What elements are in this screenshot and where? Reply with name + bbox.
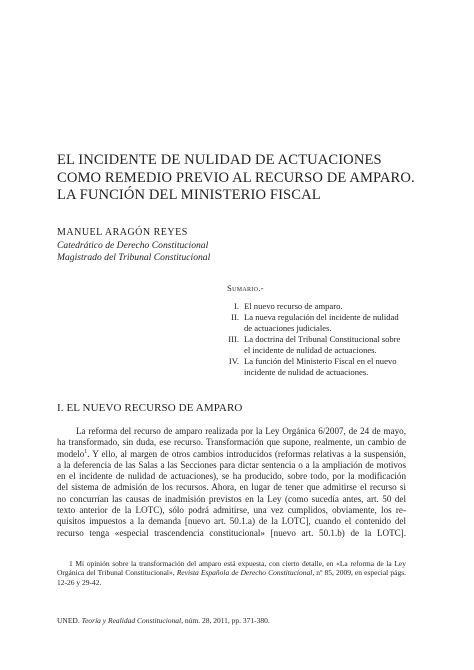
summary-item-text: La nueva regulación del incidente de nulidad (244, 312, 399, 322)
running-footer (57, 616, 270, 625)
body-line: ha transformado, sin duda, ese recurso. Transformación que supone, realmente, un cambio de (57, 437, 406, 448)
footnote-text: Orgánica del Tribunal Constitucional», (57, 568, 177, 578)
summary-item (227, 356, 407, 378)
body-line: La reforma del recurso de amparo realizada por la Ley Orgánica 6/2007, de 24 de mayo, (76, 426, 406, 436)
body-paragraph (57, 426, 406, 539)
author-name: MANUEL ARAGÓN REYES (57, 227, 188, 238)
summary-item-text: incidente de nulidad de actuaciones. (244, 367, 369, 377)
footnote-text: , nº 85, 2009, en especial págs. (312, 568, 406, 578)
summary-item-text: el incidente de nulidad de actuaciones. (244, 345, 377, 355)
summary-item (227, 334, 407, 356)
summary-item (227, 312, 407, 334)
body-line: no concurrían las causas de inadmisión previstos en la Ley (como sucedía antes, art. 50 del (57, 493, 406, 504)
body-line: quisitos impuestos a la demanda [nuevo art. 50.1.a) de la LOTC], cuando el contenido del (57, 516, 406, 527)
body-line (57, 449, 406, 460)
footnote-text: Mi opinión sobre la transformación del amparo está expuesta, con cierto detalle, en «La reforma de la Ley (75, 559, 407, 568)
footnote-journal: Revista Española de Derecho Constitucional (176, 568, 313, 578)
footnote-line (57, 559, 406, 568)
title-line: LA FUNCIÓN DEL MINISTERIO FISCAL (57, 187, 321, 204)
summary-item-text: El nuevo recurso de amparo. (244, 301, 343, 311)
footnote-line (57, 568, 406, 577)
summary-item-text: La doctrina del Tribunal Constitucional sobre (244, 334, 401, 344)
body-line: a la deferencia de las Salas a las Secciones para dictar sentencia o a la ampliación de motivos (57, 459, 406, 470)
body-line-text: modelo (57, 448, 85, 459)
summary-item-number: II. (231, 312, 239, 322)
body-line: del sistema de admisión de los recursos. Ahora, en lugar de tener que admitirse el recurso si (57, 482, 406, 493)
summary-box (227, 283, 407, 378)
footnote-line: 12-26 y 29-42. (57, 577, 102, 587)
summary-item-text: La función del Ministerio Fiscal en el nuevo (244, 356, 397, 366)
title-line: EL INCIDENTE DE NULIDAD DE ACTUACIONES (57, 152, 382, 168)
body-line-text: . Y ello, al margen de otros cambios introducidos (reformas relativas a la suspensión, (87, 448, 406, 459)
footnote-ref[interactable]: 1 (84, 448, 88, 455)
summary-item-number: IV. (228, 356, 239, 366)
body-line: recurso tenga «especial trascendencia constitucional» [nuevo art. 50.1.b) de la LOTC]. (57, 527, 406, 538)
section-heading: I. EL NUEVO RECURSO DE AMPARO (57, 402, 243, 414)
summary-list (227, 301, 407, 378)
footnote (57, 559, 406, 587)
article-title (57, 152, 457, 205)
footer-journal: Teoría y Realidad Constitucional (81, 616, 182, 625)
summary-item (227, 301, 407, 312)
summary-item-number: III. (228, 334, 239, 344)
summary-label: Sumario.- (227, 283, 264, 293)
title-line: COMO REMEDIO PREVIO AL RECURSO DE AMPARO. (57, 169, 415, 186)
body-line: texto anterior de la LOTC), sólo podrá admitirse, una vez cumplidos, obviamente, los re- (57, 505, 406, 516)
footer-suffix: , núm. 28, 2011, pp. 371-380. (181, 616, 270, 625)
footer-prefix: UNED. (57, 616, 82, 625)
author-affiliation: Catedrático de Derecho Constitucional (57, 239, 209, 251)
author-affiliation: Magistrado del Tribunal Constitucional (57, 252, 211, 263)
footnote-number: 1 (69, 559, 73, 568)
summary-item-number: I. (233, 301, 239, 311)
author-block (57, 227, 210, 265)
body-line: en el incidente de nulidad de actuaciones), se ha producido, sobre todo, por la modificación (57, 471, 406, 482)
summary-item-text: de actuaciones judiciales. (244, 323, 332, 333)
